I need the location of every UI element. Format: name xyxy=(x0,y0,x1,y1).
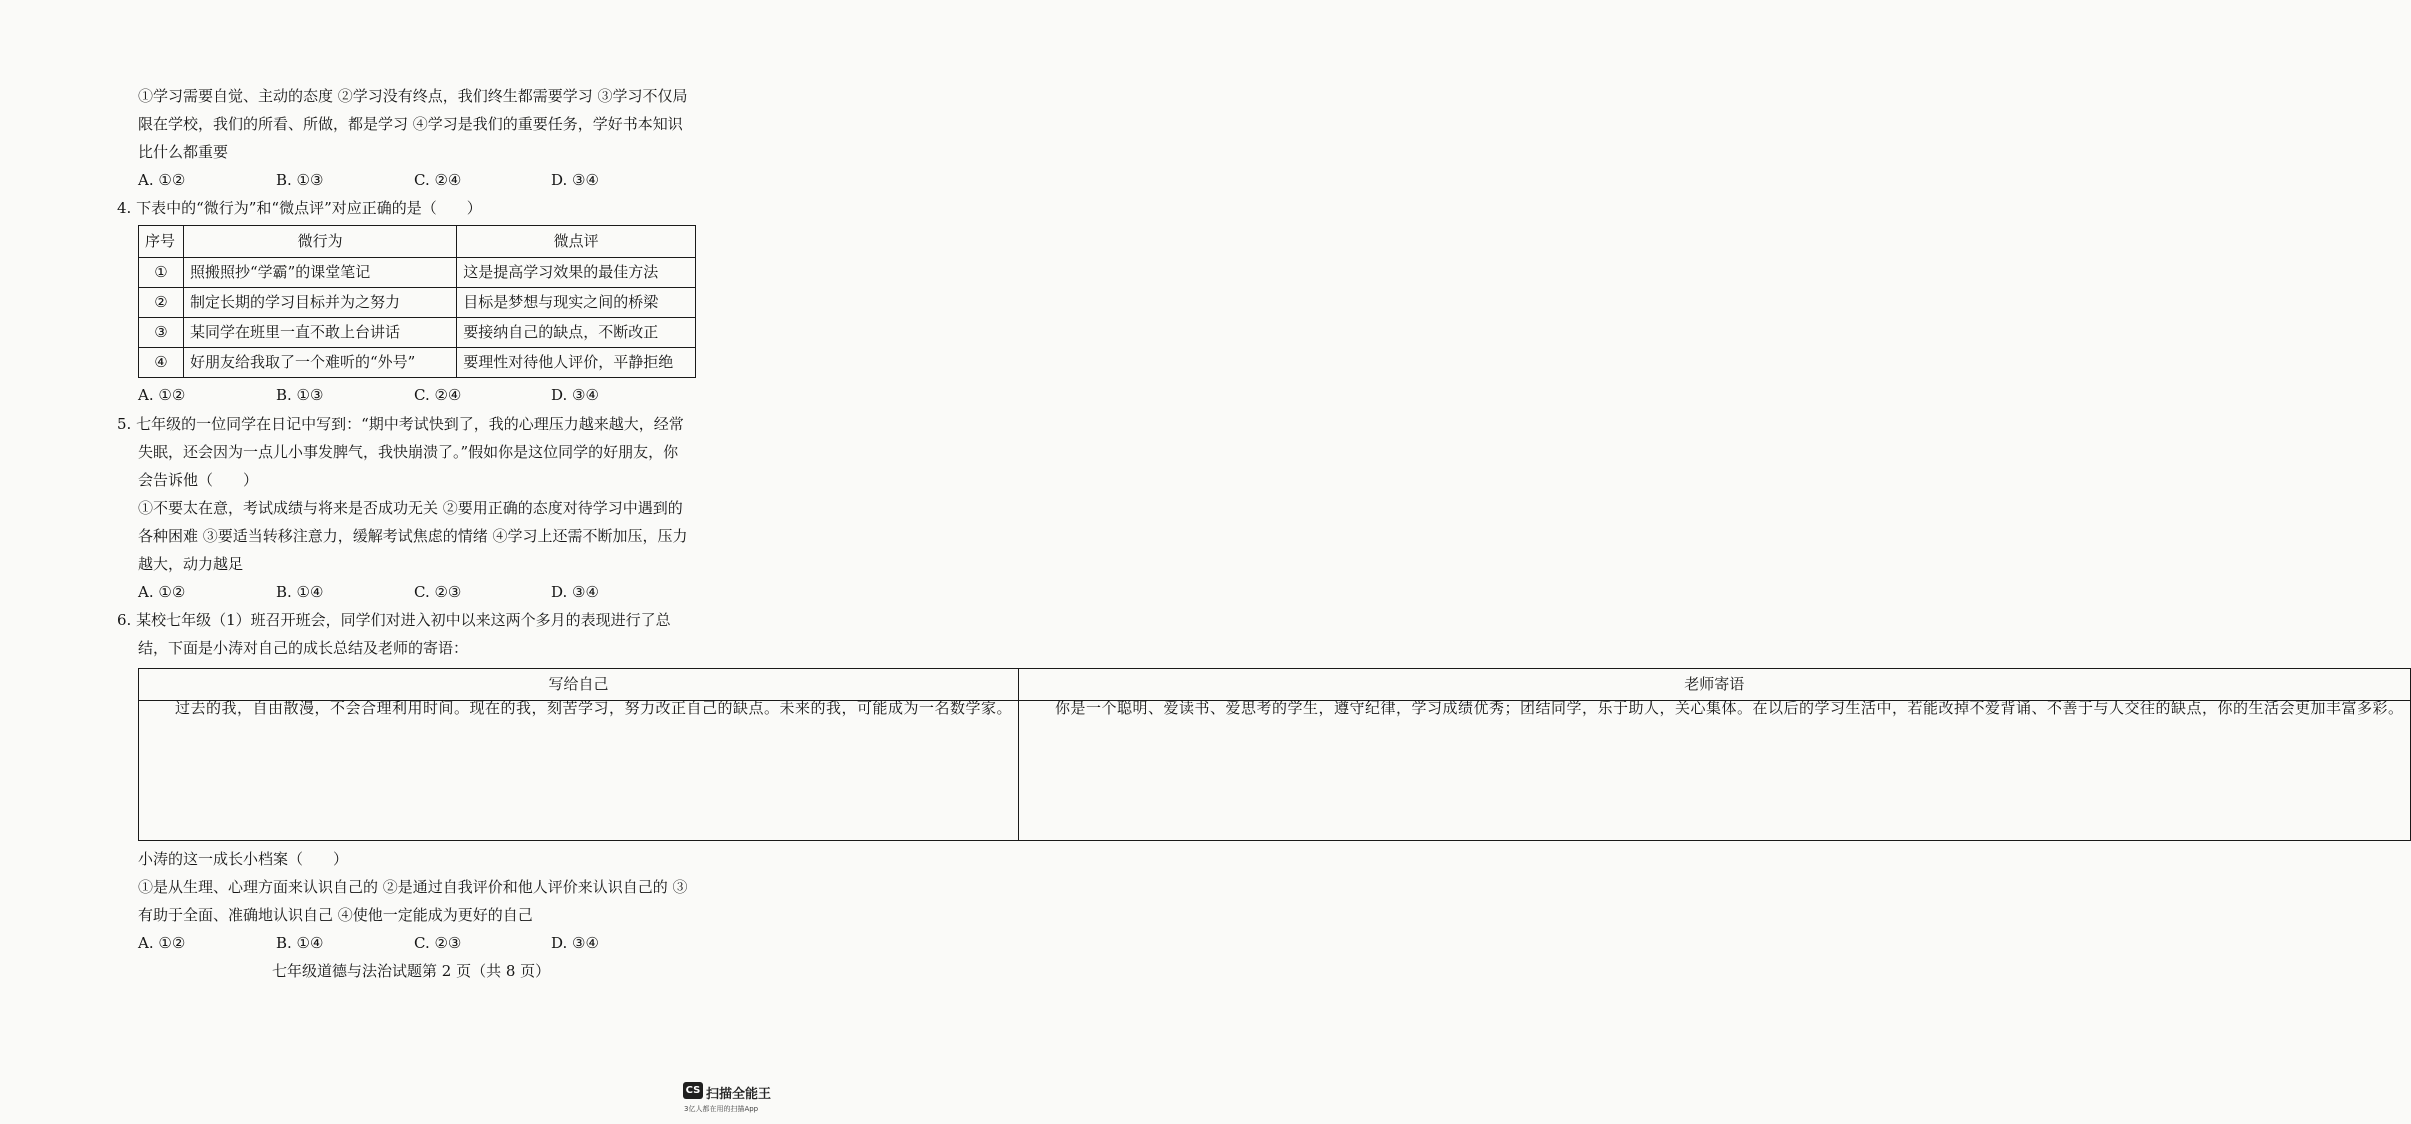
q6-self-summary: 过去的我，自由散漫，不会合理利用时间。现在的我，刻苦学习，努力改正自己的缺点。未来的我，可能成为一名数学家。 xyxy=(139,701,1019,841)
q4-row-1-comment: 这是提高学习效果的最佳方法 xyxy=(457,258,696,288)
q5-statement-line-3: 越大，动力越足 xyxy=(138,555,244,573)
q4-row-4-behavior: 好朋友给我取了一个难听的“外号” xyxy=(183,348,456,378)
scanner-tagline: 3亿人都在用的扫描App xyxy=(684,1105,759,1113)
q5-option-a[interactable]: A. ①② xyxy=(138,583,186,601)
q6-stem-line-2: 结，下面是小涛对自己的成长总结及老师的寄语： xyxy=(138,639,469,657)
q4-row-4-number: ④ xyxy=(139,348,184,378)
q4-option-c[interactable]: C. ②④ xyxy=(414,386,462,404)
q6-header-self: 写给自己 xyxy=(139,669,1019,701)
q4-row-2-comment: 目标是梦想与现实之间的桥梁 xyxy=(457,288,696,318)
q4-header-behavior: 微行为 xyxy=(183,226,456,258)
q4-row-2-behavior: 制定长期的学习目标并为之努力 xyxy=(183,288,456,318)
q4-row-1-behavior: 照搬照抄“学霸”的课堂笔记 xyxy=(183,258,456,288)
q4-row-4-comment: 要理性对待他人评价，平静拒绝 xyxy=(457,348,696,378)
q6-option-b[interactable]: B. ①④ xyxy=(276,934,324,952)
q4-option-a[interactable]: A. ①② xyxy=(138,386,186,404)
page-footer: 七年级道德与法治试题第 2 页（共 8 页） xyxy=(272,962,551,980)
q5-stem-line-1: 5. 七年级的一位同学在日记中写到：“期中考试快到了，我的心理压力越来越大，经常 xyxy=(117,415,684,433)
q4-stem: 4. 下表中的“微行为”和“微点评”对应正确的是（ ） xyxy=(117,199,482,217)
q3-statement-line-1: ①学习需要自觉、主动的态度 ②学习没有终点，我们终生都需要学习 ③学习不仅局 xyxy=(138,87,688,105)
q5-statement-line-2: 各种困难 ③要适当转移注意力，缓解考试焦虑的情绪 ④学习上还需不断加压，压力 xyxy=(138,527,688,545)
q4-row-3-behavior: 某同学在班里一直不敢上台讲话 xyxy=(183,318,456,348)
scanner-logo-icon: CS xyxy=(683,1082,703,1099)
q5-option-d[interactable]: D. ③④ xyxy=(551,583,599,601)
q5-option-b[interactable]: B. ①④ xyxy=(276,583,324,601)
q3-statement-line-2: 限在学校，我们的所看、所做，都是学习 ④学习是我们的重要任务，学好书本知识 xyxy=(138,115,683,133)
q4-option-d[interactable]: D. ③④ xyxy=(551,386,599,404)
q6-header-teacher: 老师寄语 xyxy=(1019,669,2411,701)
q6-option-d[interactable]: D. ③④ xyxy=(551,934,599,952)
q6-statement-line-1: ①是从生理、心理方面来认识自己的 ②是通过自我评价和他人评价来认识自己的 ③ xyxy=(138,878,688,896)
q4-row-3-number: ③ xyxy=(139,318,184,348)
q4-table xyxy=(138,225,696,378)
q6-stem-line-1: 6. 某校七年级（1）班召开班会，同学们对进入初中以来这两个多月的表现进行了总 xyxy=(117,611,671,629)
q3-option-b[interactable]: B. ①③ xyxy=(276,171,324,189)
q4-header-comment: 微点评 xyxy=(457,226,696,258)
q4-row-1-number: ① xyxy=(139,258,184,288)
q6-statement-line-2: 有助于全面、准确地认识自己 ④使他一定能成为更好的自己 xyxy=(138,906,533,924)
q3-option-c[interactable]: C. ②④ xyxy=(414,171,462,189)
q4-row-2-number: ② xyxy=(139,288,184,318)
q3-statement-line-3: 比什么都重要 xyxy=(138,143,229,161)
q5-stem-line-2: 失眠，还会因为一点儿小事发脾气，我快崩溃了。”假如你是这位同学的好朋友，你 xyxy=(138,443,679,461)
q5-option-c[interactable]: C. ②③ xyxy=(414,583,462,601)
q6-sub-stem: 小涛的这一成长小档案（ ） xyxy=(138,850,349,868)
q6-teacher-message: 你是一个聪明、爱读书、爱思考的学生，遵守纪律，学习成绩优秀；团结同学，乐于助人，关心集体。在以后的学习生活中，若能改掉不爱背诵、不善于与人交往的缺点，你的生活会更加丰富多彩。 xyxy=(1019,701,2411,841)
q6-growth-table xyxy=(138,668,2411,841)
q4-header-number: 序号 xyxy=(139,226,184,258)
q3-option-d[interactable]: D. ③④ xyxy=(551,171,599,189)
q5-stem-line-3: 会告诉他（ ） xyxy=(138,471,259,489)
q6-option-c[interactable]: C. ②③ xyxy=(414,934,462,952)
q4-option-b[interactable]: B. ①③ xyxy=(276,386,324,404)
q4-row-3-comment: 要接纳自己的缺点，不断改正 xyxy=(457,318,696,348)
q3-option-a[interactable]: A. ①② xyxy=(138,171,186,189)
q6-option-a[interactable]: A. ①② xyxy=(138,934,186,952)
scanner-app-name: 扫描全能王 xyxy=(706,1087,772,1102)
q5-statement-line-1: ①不要太在意，考试成绩与将来是否成功无关 ②要用正确的态度对待学习中遇到的 xyxy=(138,499,683,517)
